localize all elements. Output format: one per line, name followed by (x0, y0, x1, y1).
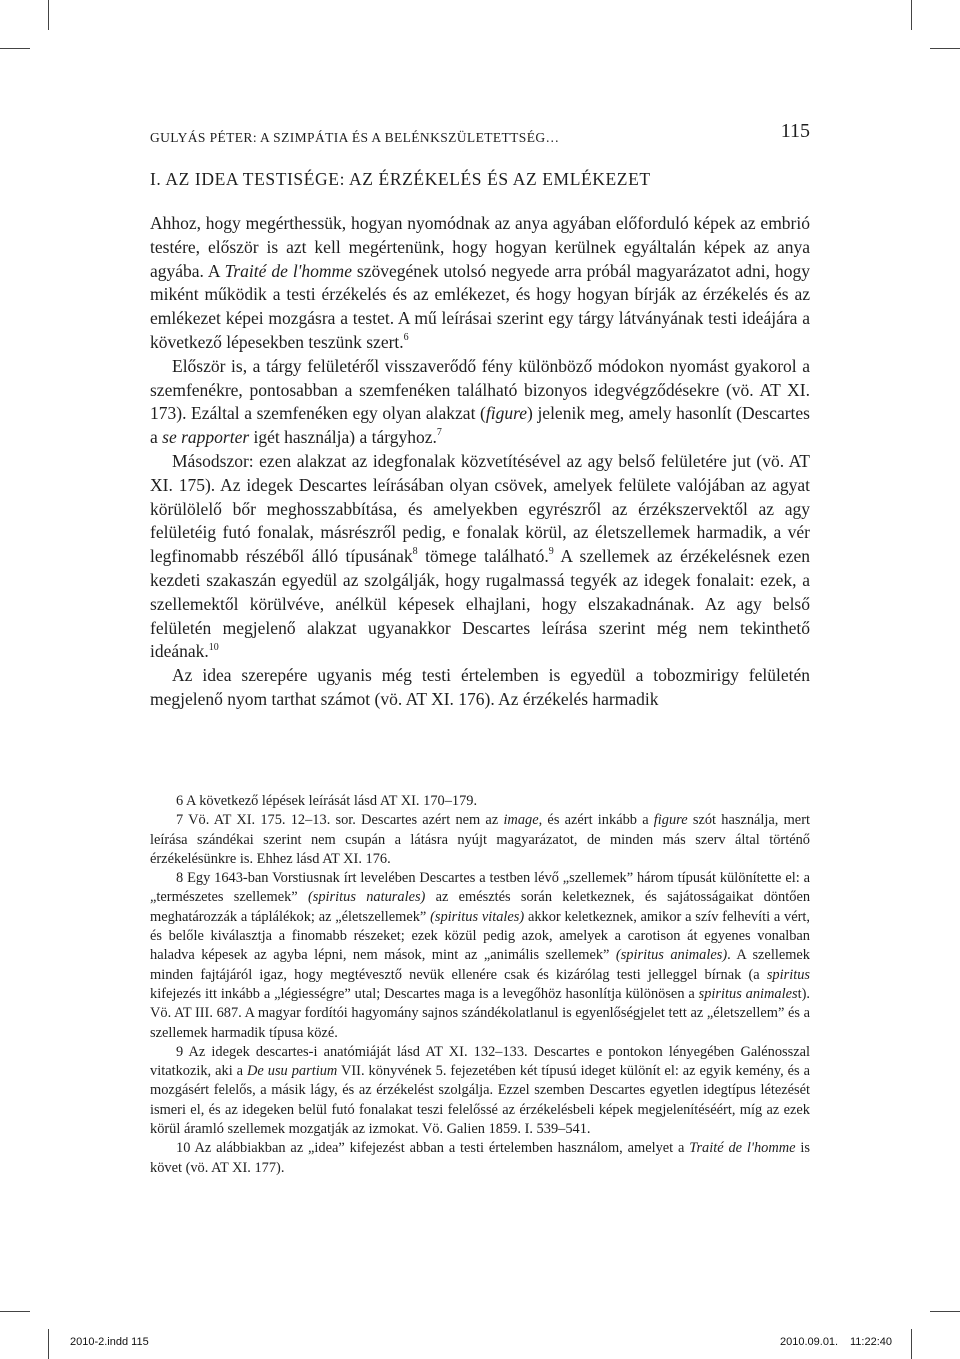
slug-date: 2010.09.01. (780, 1336, 839, 1348)
footnote: 9 Az idegek descartes-i anatómiáját lásd AT XI. 132–133. Descartes e pontokon lényegében Galénosszal vitatkozik, aki a De usu partium VII. könyvének 5. fejezetében két típusú ideget különít el: az egyik kemény, és a mozgásért felelős, a másik lágy, és az érzékelést szolgálja. Ezzel szemben Descartes egyetlen idegtípus létezését ismeri el, és az idegeken belül futó fonalakat teszi felelőssé az érzékelésbeli képek megjelenítéséért, míg az ezek körül áramló szellemek mozgatják az izmokat. Vö. Galien 1859. I. 539–541. (150, 1043, 810, 1138)
crop-mark (911, 1329, 912, 1359)
running-header (150, 120, 810, 150)
crop-mark (930, 1311, 960, 1312)
slug-time: 11:22:40 (850, 1336, 893, 1348)
paragraph: Másodszor: ezen alakzat az idegfonalak közvetítésével az agy belső felületére jut (vö. AT XI. 175). Az idegek Descartes leírásában olyan csövek, amelyek felülete valójában az agyat körülölelő bőr meghosszabbítása, és amelyekben egyrészről az érzékszervektől az agy felületéig futó fonalak, másrészről pedig, e fonalak körül, az életszellemek harmadik, a vér legfinomabb részéből álló típusának$^8$ tömege található.$^9$ A szellemek az érzékelésnek ezen kezdeti szakaszán egyedül az szolgálják, hogy rugalmassá tegyék az idegek fonalait: ezek, a szellemektől körülvéve, anélkül képesek elhajlani, hogy elszakadnának. Az agy belső felületén megjelenő alakzat ugyanakkor Descartes leírása szerint még nem tekinthető ideának.$^{10}$ (150, 450, 810, 662)
footnote-number: 10 (176, 1140, 191, 1157)
running-head: GULYÁS PÉTER: A SZIMPÁTIA ÉS A BELÉNKSZÜLETETTSÉG… (150, 130, 560, 145)
term: se rapporter (162, 427, 250, 448)
crop-mark (0, 48, 30, 49)
slug-file: 2010-2.indd 115 (70, 1336, 149, 1348)
paragraph: Ahhoz, hogy megérthessük, hogyan nyomódnak az anya agyában előforduló képek az embrió testére, először is azt kell megértenünk, hogy hogyan kerülnek egyáltalán képek az anya agyába. A Traité de l'homme szövegének utolsó negyede arra próbál magyarázatot adni, hogy miként működik a testi érzékelés és az emlékezet, és hogy hogyan bírják az érzékelés és az emlékezet képei mozgásra a testet. A mű leírásai szerint egy tárgy látványának testi ideájára a következő lépesekben teszünk szert.$^6$ (150, 213, 811, 352)
crop-mark (911, 0, 912, 30)
footnote-number: 6 (176, 793, 184, 809)
footnote-ref: 6 (403, 332, 409, 344)
footnote: 6 A következő lépések leírását lásd AT XI. 170–179. (176, 793, 478, 809)
term: figure (485, 403, 528, 424)
footnote: 8 Egy 1643-ban Vorstiusnak írt levelében Descartes a testben lévő „szellemek” három típusát különítette el: a „természetes szellemek” (spiritus naturales) az emésztés során keletkeznek, és sajátosságaikat döntően meghatározzák a táplálékok; az „életszellemek” (spiritus vitales) akkor keletkeznek, amikor a szív felhevíti a vért, és belőle kiválasztja a finomabb részeket; ezek közül pedig azok, amelyek a carotison át egyenes vonalban haladva képesek az agyba lépni, nem mások, mint az „animális szellemek” (spiritus animales). A szellemek minden fajtájáról igaz, hogy megtévesztő nevük ellenére csak és kizárólag testi jelleggel bírnak (a spiritus kifejezés itt inkább a „légiességre” utal; Descartes maga is a levegőhöz hasonlítja különösen a spiritus animalest). Vö. AT III. 687. A magyar fordítói hagyomány sajnos szándékolatlanul is egyenlőségjelet tett az „életszellem” és a szellemek harmadik típusa közé. (150, 870, 811, 1041)
crop-mark (48, 1329, 49, 1359)
footnote-ref: 7 (436, 427, 442, 439)
footnote: 7 Vö. AT XI. 175. 12–13. sor. Descartes azért nem az image, és azért inkább a figure szót használja, mert leírása szándékai szerint nem csupán a látásra nyújt magyarázatot, de minden más szerv által történő érzékelésünkre is. Ehhez lásd AT XI. 176. (150, 812, 810, 867)
paragraph: Először is, a tárgy felületéről visszaverődő fény különböző módokon nyomást gyakorol a szemfenékre, pontosabban a szemfenéken található bizonyos idegvégződésekre (vö. AT XI. 173). Ezáltal a szemfenéken egy olyan alakzat (figure) jelenik meg, amely hasonlít (Descartes a se rapporter igét használja) a tárgyhoz.$^7$ (150, 355, 810, 448)
footnote-number: 9 (176, 1043, 184, 1060)
page-number: 115 (780, 120, 810, 142)
footnote-ref: 9 (548, 546, 554, 558)
section-title: I. AZ IDEA TESTISÉGE: AZ ÉRZÉKELÉS ÉS AZ EMLÉKEZET (150, 169, 651, 189)
work-title: Traité de l'homme (224, 260, 352, 281)
footnote-ref: 8 (412, 546, 418, 558)
footnote-number: 7 (176, 812, 184, 829)
paragraph: Az idea szerepére ugyanis még testi értelemben is egyedül a tobozmirigy felületén megjelenő nyom tarthat számot (vö. AT XI. 176). Az érzékelés harmadik (150, 665, 810, 709)
footnote-number: 8 (176, 870, 184, 887)
main-text (150, 212, 810, 712)
footnote: 10 Az alábbiakban az „idea” kifejezést abban a testi értelemben használom, amelyet a Traité de l'homme is követ (vö. AT XI. 177). (150, 1140, 810, 1176)
footnotes (150, 792, 810, 1178)
footnote-ref: 10 (208, 641, 219, 653)
crop-mark (48, 0, 49, 30)
crop-mark (0, 1311, 30, 1312)
crop-mark (930, 48, 960, 49)
